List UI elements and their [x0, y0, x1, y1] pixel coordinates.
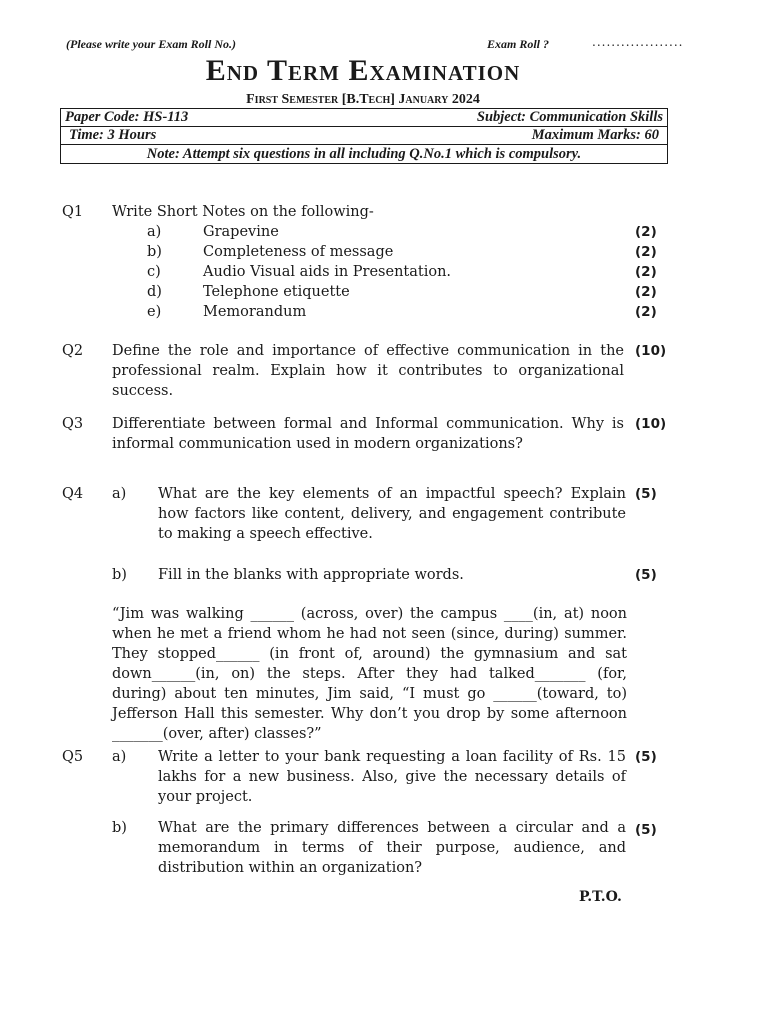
- item-text: Memorandum: [203, 304, 307, 320]
- part-a-text: Write a letter to your bank requesting a loan facility of Rs. 15 lakhs for a new business. Also, give the necessary details of your project.: [158, 749, 626, 805]
- paper-code: Paper Code: HS-113: [65, 109, 189, 125]
- question-number: Q1: [62, 204, 84, 220]
- part-label: b): [112, 567, 127, 583]
- question-text: Differentiate between formal and Informal communication. Why is informal communication used in modern organizations?: [112, 416, 624, 452]
- question-marks: (10): [635, 343, 667, 359]
- question-number: Q3: [62, 416, 84, 432]
- question-number: Q5: [62, 749, 84, 765]
- item-marks: (2): [635, 244, 657, 260]
- question-number: Q4: [62, 486, 84, 502]
- part-label: a): [112, 749, 127, 765]
- question-2: [0, 341, 768, 401]
- exam-roll-label: Exam Roll ?: [487, 37, 550, 51]
- info-row-2: [65, 127, 663, 144]
- question-4: [0, 484, 768, 584]
- item-label: a): [147, 224, 162, 240]
- roll-number-instruction: (Please write your Exam Roll No.): [66, 37, 236, 51]
- please-turn-over: P.T.O.: [579, 889, 622, 905]
- part-b-marks: (5): [635, 567, 657, 583]
- item-text: Audio Visual aids in Presentation.: [203, 264, 452, 280]
- instructions-note: Note: Attempt six questions in all including Q.No.1 which is compulsory.: [60, 144, 668, 164]
- part-a-marks: (5): [635, 486, 657, 502]
- maximum-marks: Maximum Marks: 60: [531, 127, 659, 143]
- part-label: b): [112, 820, 127, 836]
- exam-info-box: [60, 108, 668, 145]
- question-number: Q2: [62, 343, 84, 359]
- item-marks: (2): [635, 304, 657, 320]
- item-label: d): [147, 284, 162, 300]
- question-5: [0, 747, 768, 887]
- question-3: [0, 414, 768, 454]
- item-marks: (2): [635, 284, 657, 300]
- page-title: End Term Examination: [205, 54, 521, 87]
- item-label: e): [147, 304, 162, 320]
- item-marks: (2): [635, 264, 657, 280]
- part-b-text: Fill in the blanks with appropriate words.: [158, 567, 464, 583]
- exam-time: Time: 3 Hours: [69, 127, 157, 143]
- item-marks: (2): [635, 224, 657, 240]
- fill-in-blanks-passage: “Jim was walking ______ (across, over) the campus ____(in, at) noon when he met a friend whom he had not seen (since, during) summer. They stopped______ (in front of, around) the gymnasium and sat down______(in, on) the steps. After they had talked_______ (for, during) about ten minutes, Jim said, “I must go ______(toward, to) Jefferson Hall this semester. Why don’t you drop by some afternoon _______(over, after) classes?”: [112, 606, 627, 742]
- item-text: Telephone etiquette: [203, 284, 350, 300]
- subject: Subject: Communication Skills: [476, 109, 663, 125]
- item-label: c): [147, 264, 161, 280]
- item-text: Completeness of message: [203, 244, 394, 260]
- question-text: Define the role and importance of effective communication in the professional realm. Explain how it contributes to organizational success.: [112, 343, 624, 399]
- exam-roll-blank: ...................: [592, 35, 684, 49]
- part-b-text: What are the primary differences between a circular and a memorandum in terms of their purpose, audience, and distribution within an organization?: [158, 820, 626, 876]
- part-a-marks: (5): [635, 749, 657, 765]
- item-label: b): [147, 244, 162, 260]
- question-1: [0, 202, 768, 322]
- question-marks: (10): [635, 416, 667, 432]
- part-a-text: What are the key elements of an impactful speech? Explain how factors like content, delivery, and engagement contribute to making a speech effective.: [158, 486, 626, 542]
- item-text: Grapevine: [203, 224, 279, 240]
- exam-subtitle: First Semester [B.Tech] January 2024: [246, 92, 480, 107]
- info-row-1: [61, 109, 667, 127]
- part-b-marks: (5): [635, 822, 657, 838]
- part-label: a): [112, 486, 127, 502]
- question-text: Write Short Notes on the following-: [112, 204, 374, 220]
